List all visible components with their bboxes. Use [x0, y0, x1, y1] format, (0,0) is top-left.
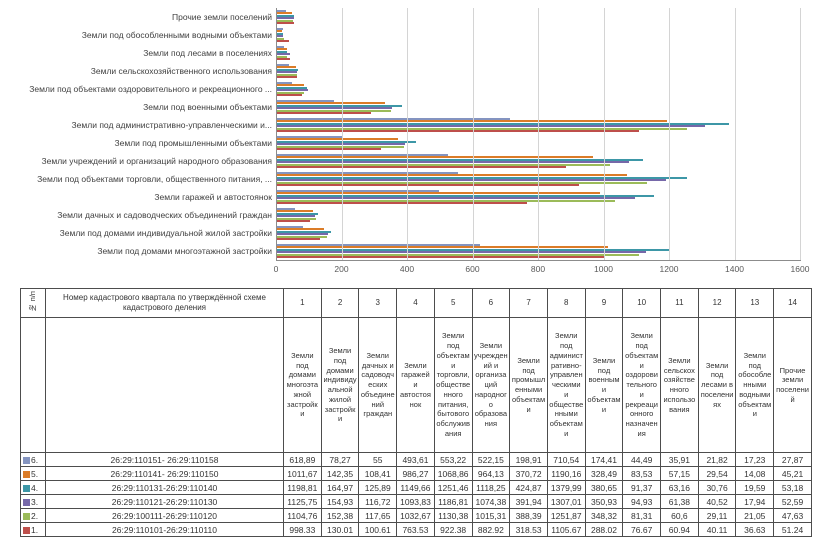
column-description: Земли под лесами в поселениях	[698, 318, 736, 453]
x-tick-label: 1200	[659, 264, 679, 274]
value-cell: 388,39	[510, 509, 548, 523]
column-description-row	[21, 318, 812, 453]
column-description: Земли под обособленными водными объектами	[736, 318, 774, 453]
value-cell: 710,54	[547, 453, 585, 467]
series-color-swatch	[23, 471, 30, 478]
value-cell: 522,15	[472, 453, 510, 467]
series-color-swatch	[23, 513, 30, 520]
column-number: 3	[359, 289, 397, 318]
kvartal-range-cell: 26:29:100111-26:29:110120	[46, 509, 284, 523]
gridline	[473, 8, 474, 260]
value-cell: 370,72	[510, 467, 548, 481]
value-cell: 55	[359, 453, 397, 467]
bar	[277, 202, 527, 204]
value-cell: 14,08	[736, 467, 774, 481]
value-cell: 1251,87	[547, 509, 585, 523]
column-number: 13	[736, 289, 774, 318]
value-cell: 35,91	[661, 453, 699, 467]
value-cell: 154,93	[321, 495, 359, 509]
category-label: Земли под лесами в поселениях	[143, 48, 272, 58]
value-cell: 328,49	[585, 467, 623, 481]
bar-group	[277, 152, 801, 170]
table-row	[21, 495, 812, 509]
category-label: Земли под промышленными объектами	[114, 138, 272, 148]
value-cell: 57,15	[661, 467, 699, 481]
column-number: 9	[585, 289, 623, 318]
series-color-swatch	[23, 485, 30, 492]
value-cell: 1130,38	[434, 509, 472, 523]
value-cell: 27,87	[774, 453, 812, 467]
column-number: 11	[661, 289, 699, 318]
row-number-cell: 4.	[21, 481, 46, 495]
value-cell: 47,63	[774, 509, 812, 523]
column-description: Земли сельскохозяйственного использования	[661, 318, 699, 453]
value-cell: 51.24	[774, 523, 812, 537]
value-cell: 1074,38	[472, 495, 510, 509]
value-cell: 1149,66	[397, 481, 435, 495]
gridline	[604, 8, 605, 260]
bar-group	[277, 170, 801, 188]
table-row	[21, 523, 812, 537]
value-cell: 391,94	[510, 495, 548, 509]
value-cell: 60.94	[661, 523, 699, 537]
value-cell: 152,38	[321, 509, 359, 523]
value-cell: 1093,83	[397, 495, 435, 509]
value-cell: 142,35	[321, 467, 359, 481]
value-cell: 288.02	[585, 523, 623, 537]
column-number: 6	[472, 289, 510, 318]
category-label: Прочие земли поселений	[172, 12, 272, 22]
x-tick-label: 800	[530, 264, 546, 274]
value-cell: 29,11	[698, 509, 736, 523]
gridline	[407, 8, 408, 260]
value-cell: 553,22	[434, 453, 472, 467]
value-cell: 348,32	[585, 509, 623, 523]
table-row	[21, 509, 812, 523]
column-description: Прочие земли поселений	[774, 318, 812, 453]
value-cell: 83,53	[623, 467, 661, 481]
bar	[277, 238, 320, 240]
value-cell: 1125,75	[284, 495, 322, 509]
category-label: Земли сельскохозяйственного использования	[90, 66, 272, 76]
column-description: Земли под объектами торговли, общественного питания, бытового обслуживания	[434, 318, 472, 453]
column-number: 10	[623, 289, 661, 318]
kvartal-range-cell: 26:29:110141- 26:29:110150	[46, 467, 284, 481]
column-description: Земли учреждений и организаций народного образования	[472, 318, 510, 453]
value-cell: 493,61	[397, 453, 435, 467]
value-cell: 17,94	[736, 495, 774, 509]
category-label: Земли гаражей и автостоянок	[154, 192, 272, 202]
bar	[277, 112, 371, 114]
column-description: Земли под административно-управленческими и общественными объектами	[547, 318, 585, 453]
cadastral-data-table	[20, 288, 812, 537]
bar-group	[277, 44, 801, 62]
value-cell: 1015,31	[472, 509, 510, 523]
value-cell: 1251,46	[434, 481, 472, 495]
bar-group	[277, 80, 801, 98]
series-color-swatch	[23, 527, 30, 534]
empty-cell	[21, 318, 46, 453]
bar-group	[277, 242, 801, 260]
value-cell: 986,27	[397, 467, 435, 481]
column-number: 12	[698, 289, 736, 318]
value-cell: 1190,16	[547, 467, 585, 481]
value-cell: 1011,67	[284, 467, 322, 481]
value-cell: 1379,99	[547, 481, 585, 495]
row-number-cell: 1.	[21, 523, 46, 537]
value-cell: 618,89	[284, 453, 322, 467]
category-label: Земли дачных и садоводческих объединений граждан	[57, 210, 272, 220]
bar	[277, 40, 289, 42]
value-cell: 36.63	[736, 523, 774, 537]
value-cell: 94,93	[623, 495, 661, 509]
value-cell: 1105.67	[547, 523, 585, 537]
column-description: Земли дачных и садоводческих объединений граждан	[359, 318, 397, 453]
series-color-swatch	[23, 457, 30, 464]
value-cell: 117,65	[359, 509, 397, 523]
series-color-swatch	[23, 499, 30, 506]
category-label: Земли под обособленными водными объектами	[81, 30, 272, 40]
value-cell: 174,41	[585, 453, 623, 467]
value-cell: 318.53	[510, 523, 548, 537]
column-number: 7	[510, 289, 548, 318]
value-cell: 29,54	[698, 467, 736, 481]
column-description: Земли под домами индивидуальной жилой застройки	[321, 318, 359, 453]
value-cell: 1104,76	[284, 509, 322, 523]
value-cell: 100.61	[359, 523, 397, 537]
value-cell: 116,72	[359, 495, 397, 509]
table-row	[21, 481, 812, 495]
bar	[277, 220, 310, 222]
category-label: Земли под военными объектами	[143, 102, 272, 112]
value-cell: 78,27	[321, 453, 359, 467]
bar	[277, 76, 297, 78]
value-cell: 763.53	[397, 523, 435, 537]
value-cell: 81,31	[623, 509, 661, 523]
row-number-cell: 6.	[21, 453, 46, 467]
category-label: Земли под объектами торговли, общественного питания, ...	[37, 174, 272, 184]
bar-group	[277, 98, 801, 116]
value-cell: 108,41	[359, 467, 397, 481]
gridline	[538, 8, 539, 260]
category-label: Земли под объектами оздоровительного и рекреационного ...	[29, 84, 272, 94]
gridline	[800, 8, 801, 260]
column-number: 4	[397, 289, 435, 318]
column-number: 8	[547, 289, 585, 318]
bar-group	[277, 8, 801, 26]
kvartal-range-cell: 26:29:110131-26:29:110140	[46, 481, 284, 495]
column-number: 5	[434, 289, 472, 318]
bar-group	[277, 134, 801, 152]
x-tick-label: 1400	[725, 264, 744, 274]
value-cell: 1307,01	[547, 495, 585, 509]
value-cell: 380,65	[585, 481, 623, 495]
bar	[277, 94, 302, 96]
column-number: 2	[321, 289, 359, 318]
kvartal-range-cell: 26:29:110121-26:29:110130	[46, 495, 284, 509]
gridline	[342, 8, 343, 260]
value-cell: 1032,67	[397, 509, 435, 523]
value-cell: 60,6	[661, 509, 699, 523]
value-cell: 30,76	[698, 481, 736, 495]
value-cell: 1198,81	[284, 481, 322, 495]
table-row	[21, 467, 812, 481]
bar-group	[277, 188, 801, 206]
value-cell: 61,38	[661, 495, 699, 509]
value-cell: 1118,25	[472, 481, 510, 495]
row-number-cell: 5.	[21, 467, 46, 481]
value-cell: 17,23	[736, 453, 774, 467]
category-label: Земли учреждений и организаций народного образования	[41, 156, 272, 166]
gridline	[669, 8, 670, 260]
bar-group	[277, 224, 801, 242]
column-number: 14	[774, 289, 812, 318]
value-cell: 19,59	[736, 481, 774, 495]
column-description: Земли под промышленными объектами	[510, 318, 548, 453]
value-cell: 21,82	[698, 453, 736, 467]
value-cell: 424,87	[510, 481, 548, 495]
value-cell: 998.33	[284, 523, 322, 537]
value-cell: 52,59	[774, 495, 812, 509]
kvartal-range-cell: 26:29:110151- 26:29:110158	[46, 453, 284, 467]
bar	[277, 256, 604, 258]
bar-group	[277, 26, 801, 44]
category-labels	[0, 8, 272, 260]
value-cell: 882.92	[472, 523, 510, 537]
row-number-header-cell	[21, 289, 46, 318]
x-axis	[273, 264, 810, 276]
column-description: Земли под военными объектами	[585, 318, 623, 453]
bar-group	[277, 62, 801, 80]
category-label: Земли под домами индивидуальной жилой застройки	[59, 228, 272, 238]
column-description: Земли под объектами оздоровительного и рекреационного назначения	[623, 318, 661, 453]
kvartal-header-cell: Номер кадастрового квартала по утверждённой схеме кадастрового деления	[46, 289, 284, 318]
table-header-row	[21, 289, 812, 318]
value-cell: 91,37	[623, 481, 661, 495]
value-cell: 63,16	[661, 481, 699, 495]
value-cell: 44,49	[623, 453, 661, 467]
value-cell: 350,93	[585, 495, 623, 509]
plot-area	[276, 8, 801, 261]
value-cell: 164,97	[321, 481, 359, 495]
value-cell: 21,05	[736, 509, 774, 523]
value-cell: 1186,81	[434, 495, 472, 509]
value-cell: 198,91	[510, 453, 548, 467]
gridline	[735, 8, 736, 260]
value-cell: 922.38	[434, 523, 472, 537]
row-number-cell: 2.	[21, 509, 46, 523]
bar	[277, 148, 381, 150]
x-tick-label: 1600	[790, 264, 810, 274]
value-cell: 45,21	[774, 467, 812, 481]
value-cell: 40,52	[698, 495, 736, 509]
value-cell: 125,89	[359, 481, 397, 495]
bar	[277, 184, 579, 186]
bar	[277, 166, 566, 168]
column-number: 1	[284, 289, 322, 318]
value-cell: 130.01	[321, 523, 359, 537]
empty-cell	[46, 318, 284, 453]
value-cell: 53,18	[774, 481, 812, 495]
x-tick-label: 200	[334, 264, 349, 274]
column-description: Земли гаражей и автостоянок	[397, 318, 435, 453]
x-tick-label: 400	[399, 264, 415, 274]
category-label: Земли под домами многоэтажной застройки	[97, 246, 272, 256]
column-description: Земли под домами многоэтажной застройки	[284, 318, 322, 453]
bar-group	[277, 206, 801, 224]
bar	[277, 130, 639, 132]
bar-group	[277, 116, 801, 134]
value-cell: 76.67	[623, 523, 661, 537]
value-cell: 964,13	[472, 467, 510, 481]
x-tick-label: 1000	[594, 264, 613, 274]
bar	[277, 58, 290, 60]
x-tick-label: 0	[273, 264, 279, 274]
value-cell: 1068,86	[434, 467, 472, 481]
value-cell: 40.11	[698, 523, 736, 537]
kvartal-range-cell: 26:29:110101-26:29:110110	[46, 523, 284, 537]
category-label: Земли под административно-управленческими и...	[71, 120, 272, 130]
x-tick-label: 600	[465, 264, 480, 274]
table-row	[21, 453, 812, 467]
bar	[277, 22, 294, 24]
row-number-cell: 3.	[21, 495, 46, 509]
row-number-header: № п/п	[28, 290, 38, 313]
